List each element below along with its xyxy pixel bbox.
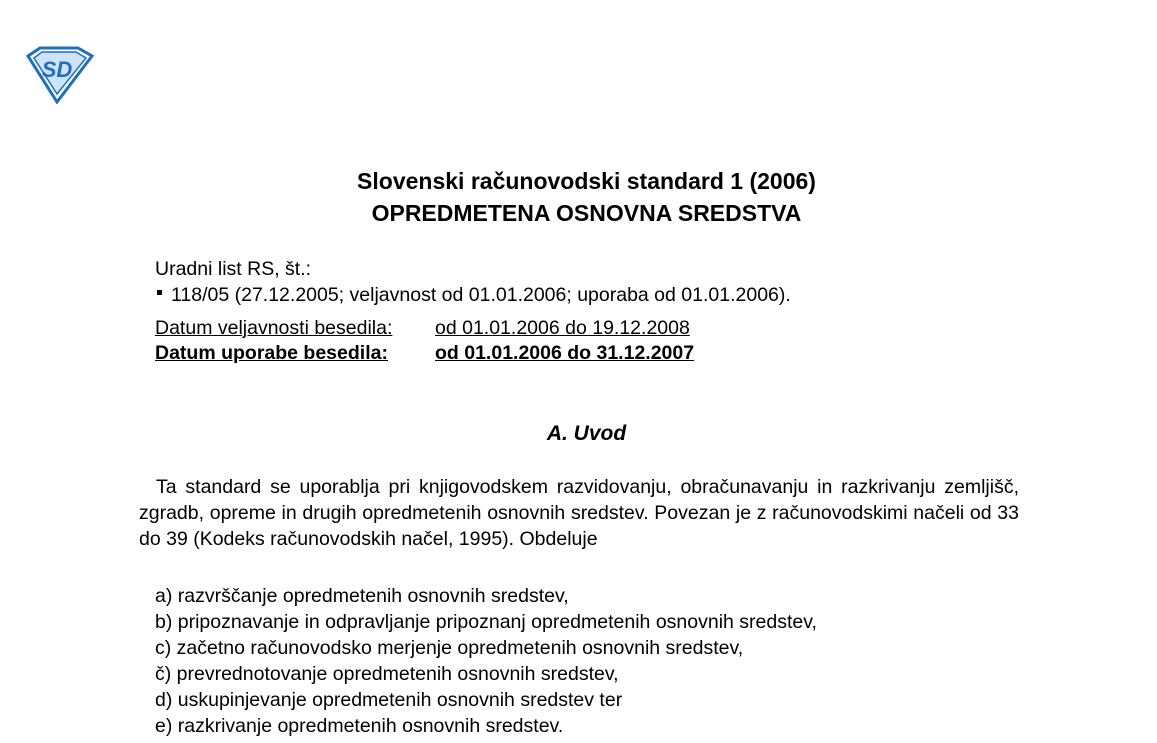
usage-date-value[interactable]: od 01.01.2006 do 31.12.2007 — [435, 342, 695, 364]
publication-entry-text: 118/05 (27.12.2005; veljavnost od 01.01.2006; uporaba od 01.01.2006). — [171, 284, 791, 306]
logo — [22, 46, 96, 104]
list-item: a) razvrščanje opredmetenih osnovnih sredstev, — [155, 585, 569, 607]
usage-row — [155, 340, 694, 366]
document-subtitle: OPREDMETENA OSNOVNA SREDSTVA — [371, 200, 802, 226]
validity-date-label[interactable]: Datum veljavnosti besedila: — [155, 317, 393, 339]
publication-label: Uradni list RS, št.: — [155, 258, 312, 280]
intro-paragraph-text: Ta standard se uporablja pri knjigovodskem razvidovanju, obračunavanju in razkrivanju zemljišč, zgradb, opreme in drugih opredmetenih osnovnih sredstev. Povezan je z računovodskimi načeli od 33 do 39 (Kodeks računovodskih načel, 1995). Obdeluje — [139, 476, 1019, 550]
intro-paragraph — [139, 474, 1019, 552]
list-item: d) uskupinjevanje opredmetenih osnovnih sredstev ter — [155, 689, 623, 711]
list-item: č) prevrednotovanje opredmetenih osnovnih sredstev, — [155, 663, 619, 685]
validity-date-value[interactable]: od 01.01.2006 do 19.12.2008 — [435, 317, 690, 339]
usage-date-label[interactable]: Datum uporabe besedila: — [155, 342, 388, 364]
list-item: c) začetno računovodsko merjenje opredmetenih osnovnih sredstev, — [155, 637, 744, 659]
document-title: Slovenski računovodski standard 1 (2006) — [357, 168, 816, 194]
list-item: b) pripoznavanje in odpravljanje pripoznanj opredmetenih osnovnih sredstev, — [155, 611, 817, 633]
topic-list — [155, 583, 817, 739]
list-item: e) razkrivanje opredmetenih osnovnih sredstev. — [155, 715, 564, 737]
validity-row — [155, 315, 690, 341]
logo-text: SD — [41, 57, 73, 82]
section-heading: A. Uvod — [546, 422, 627, 445]
bullet-icon — [157, 290, 162, 295]
publication-entry — [155, 282, 791, 308]
